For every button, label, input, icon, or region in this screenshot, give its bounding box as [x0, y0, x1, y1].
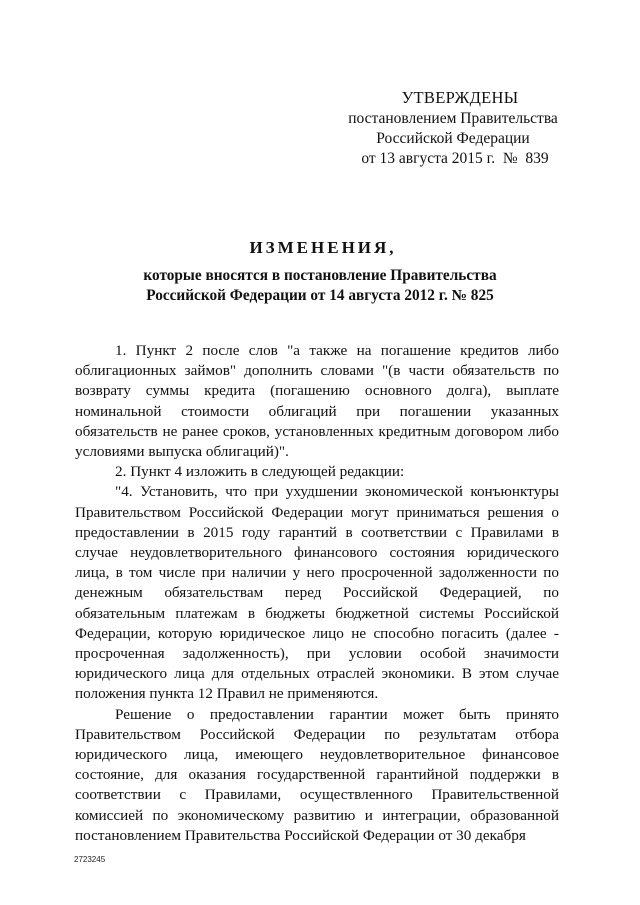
- document-subtitle: [100, 266, 540, 306]
- subtitle-line-2: Российской Федерации от 14 августа 2012 г. № 825: [146, 287, 494, 304]
- approval-date-number: от 13 августа 2015 г. № 839: [361, 150, 549, 167]
- subtitle-line-1: которые вносятся в постановление Правительства: [143, 267, 497, 284]
- document-title: ИЗМЕНЕНИЯ,: [249, 238, 397, 257]
- approval-line-1: постановлением Правительства: [348, 110, 558, 127]
- paragraph-item-1: 1. Пункт 2 после слов "а также на погашение кредитов либо облигационных займов" дополнить словами "(в части обязательств по возврату суммы кредита (погашению основного долга), выплате номинальной стоимости облигаций при погашении указанных обязательств не ранее сроков, установленных кредитным договором либо условиями выпуска облигаций)".: [75, 342, 559, 461]
- approval-line-2: Российской Федерации: [376, 130, 530, 147]
- document-body: [75, 341, 559, 846]
- approval-block: [338, 88, 568, 169]
- document-code: 2723245: [74, 855, 106, 864]
- paragraph-point-4: "4. Установить, что при ухудшении экономической конъюнктуры Правительством Российской Федерации могут приниматься решения о предоставлении в 2015 году гарантий в соответствии с Правилами в случае неудовлетворительного финансового состояния юридического лица, в том числе при наличии у него просроченной задолженности по денежным обязательствам перед Российской Федерацией, по обязательным платежам в бюджеты бюджетной системы Российской Федерации, которую юридическое лицо не способно погасить (далее - просроченная задолженность), при условии особой значимости юридического лица для отдельных отраслей экономики. В этом случае положения пункта 12 Правил не применяются.: [75, 483, 559, 703]
- approval-heading: УТВЕРЖДЕНЫ: [401, 88, 519, 107]
- paragraph-item-2: 2. Пункт 4 изложить в следующей редакции:: [115, 463, 405, 481]
- paragraph-decision: Решение о предоставлении гарантии может быть принято Правительством Российской Федерации по результатам отбора юридического лица, имеющего неудовлетворительное финансовое состояние, для оказания государственной гарантийной поддержки в соответствии с Правилами, осуществленного Правительственной комиссией по экономическому развитию и интеграции, образованной постановлением Правительства Российской Федерации от 30 декабря: [75, 705, 559, 844]
